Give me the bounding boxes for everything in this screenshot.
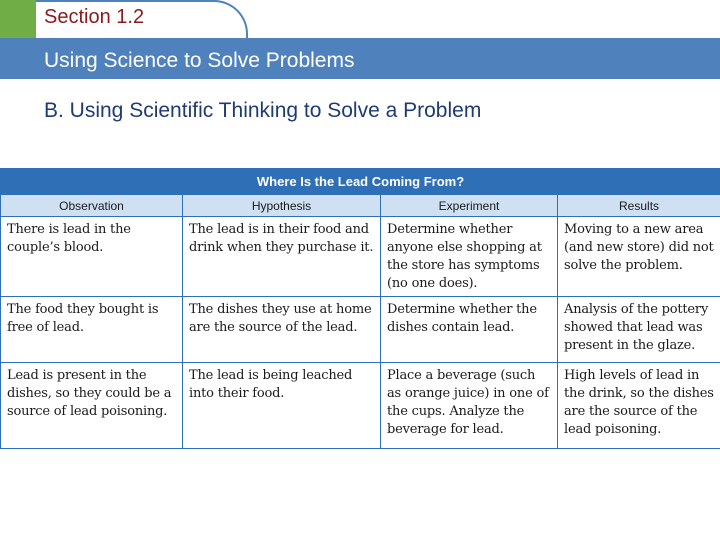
table-row <box>1 217 720 297</box>
section-label: Section 1.2 <box>44 6 145 28</box>
table-cell: High levels of lead in the drink, so the dishes are the source of the lead poisoning. <box>558 363 720 449</box>
table-cell: Determine whether the dishes contain lead. <box>381 297 558 363</box>
table-cell: The food they bought is free of lead. <box>1 297 183 363</box>
sub-heading: B. Using Scientific Thinking to Solve a Problem <box>44 99 482 122</box>
table-cell: There is lead in the couple’s blood. <box>1 217 183 297</box>
table-row <box>1 297 720 363</box>
table-cell: Determine whether anyone else shopping at the store has symptoms (no one does). <box>381 217 558 297</box>
table-cell: The lead is in their food and drink when they purchase it. <box>183 217 381 297</box>
column-header-observation: Observation <box>1 195 183 217</box>
lead-table <box>0 168 720 449</box>
section-title: Using Science to Solve Problems <box>44 49 355 72</box>
table-cell: Moving to a new area (and new store) did not solve the problem. <box>558 217 720 297</box>
table-cell: Analysis of the pottery showed that lead was present in the glaze. <box>558 297 720 363</box>
lead-table-figure <box>0 168 720 450</box>
column-header-results: Results <box>558 195 720 217</box>
table-cell: Place a beverage (such as orange juice) in one of the cups. Analyze the beverage for lead. <box>381 363 558 449</box>
column-header-experiment: Experiment <box>381 195 558 217</box>
table-title: Where Is the Lead Coming From? <box>1 169 720 195</box>
table-cell: The dishes they use at home are the source of the lead. <box>183 297 381 363</box>
accent-tab <box>0 0 36 38</box>
table-cell: The lead is being leached into their food. <box>183 363 381 449</box>
column-header-hypothesis: Hypothesis <box>183 195 381 217</box>
table-row <box>1 363 720 449</box>
table-cell: Lead is present in the dishes, so they could be a source of lead poisoning. <box>1 363 183 449</box>
